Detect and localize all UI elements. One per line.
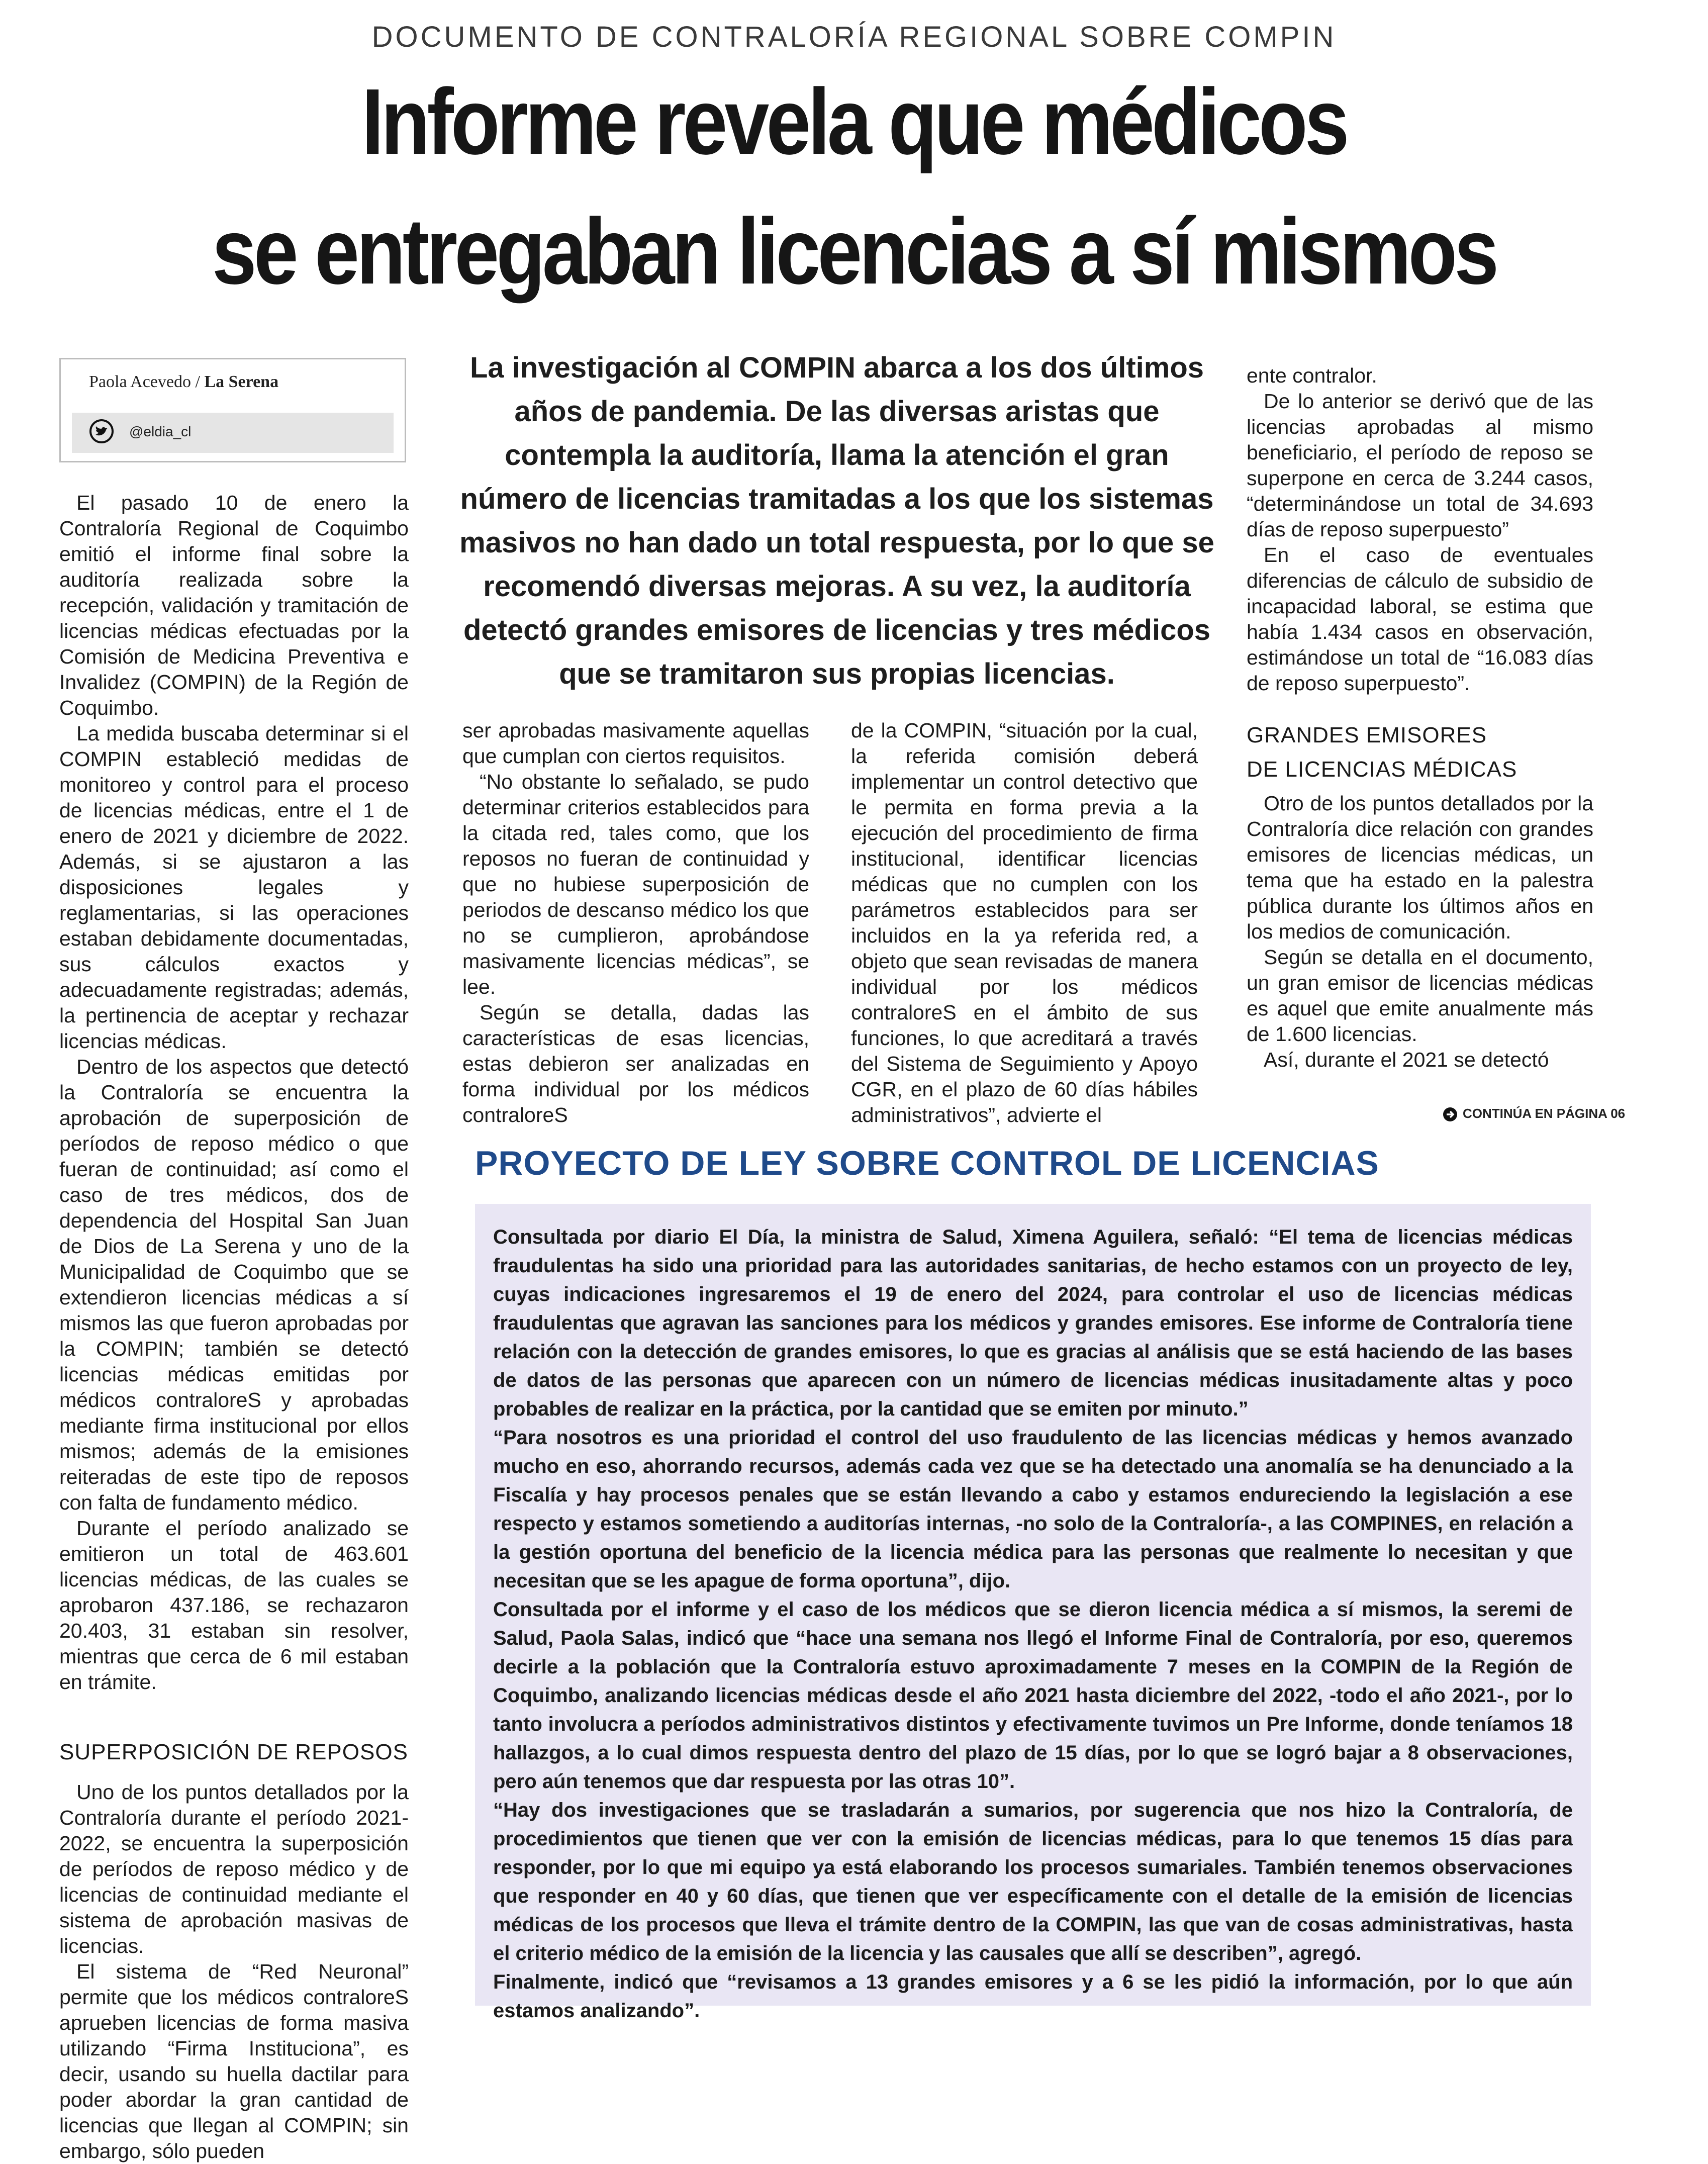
box-paragraph: “Para nosotros es una prioridad el control del uso fraudulento de las licencias médicas y hemos avanzado mucho en eso, ahorrando recursos, además cada vez que se ha detectado una anomalía se ha denunciado a la Fiscalía y hay procesos penales que se están llevando a cabo y estamos endureciendo la legislación a ese respecto y estamos sometiendo a auditorías internas, -no solo de la Contraloría-, a las COMPINES, en relación a la gestión oportuna del beneficio de la licencia médica para las personas que realmente lo necesitan y que necesitan que se les apague de forma oportuna”, dijo. [493,1427,1573,1592]
box-paragraph: Consultada por diario El Día, la ministra de Salud, Ximena Aguilera, señaló: “El tema de licencias médicas fraudulentas ha sido una prioridad para las autoridades sanitarias, de hecho estamos con un proyecto de ley, cuyas indicaciones ingresaremos el 19 de enero del 2024, para controlar el uso de licencias médicas fraudulentas que agravan las sanciones para los médicos y grandes emisores. Ese informe de Contraloría tiene relación con la detección de grandes emisores, lo que es gracias al análisis que se está haciendo de las bases de datos de las personas que aparecen con un número de licencias médicas inusitadamente altas y poco probables de realizar en la práctica, por la cantidad que se emiten por minuto.” [493,1226,1573,1420]
column-2 [462,718,809,1128]
box-paragraph: “Hay dos investigaciones que se trasladarán a sumarios, por sugerencia que nos hizo la Contraloría, de procedimientos que tienen que ver con la emisión de licencias médicas, para lo que tenemos 15 días para responder, por lo que mi equipo ya está elaborando los procesos sumariales. También tenemos observaciones que responder en 40 y 60 días, que tienen que ver específicamente con el detalle de la emisión de licencias médicas de los procesos que lleva el trámite dentro de la COMPIN, las que van de cosas administrativas, hasta el criterio médico de la emisión de la licencia y las causales que allí se describen”, agregó. [493,1799,1573,1964]
col3-paragraph: de la COMPIN, “situación por la cual, la referida comisión deberá implementar un control detectivo que le permita en forma previa a la ejecución del procedimiento de firma institucional, identificar licencias médicas que no cumplen con los parámetros establecidos para ser incluidos en la ya referida red, a objeto que sean revisadas de manera individual por los médicos contraloreS en el ámbito de sus funciones, lo que acreditará a través del Sistema de Seguimiento y Apoyo CGR, en el plazo de 60 días hábiles administrativos”, advierte el [851,719,1198,1126]
twitter-icon[interactable] [89,419,114,444]
box-paragraph: Consultada por el informe y el caso de los médicos que se dieron licencia médica a sí mismos, la seremi de Salud, Paola Salas, indicó que “hace una semana nos llegó el Informe Final de Contraloría, por eso, queremos decirle a la población que la Contraloría estuvo aproximadamente 7 meses en la COMPIN de la Región de Coquimbo, analizando licencias médicas desde el año 2021 hasta diciembre del 2022, -todo el año 2021-, por lo tanto involucra a períodos administrativos distintos y efectivamente tuvimos un Pre Informe, donde teníamos 18 hallazgos, a lo cual dimos respuesta dentro del plazo de 15 días, por lo que se logró bajar a 8 observaciones, pero aún tenemos que dar respuesta por las otras 10”. [493,1598,1573,1793]
col2-paragraph: “No obstante lo señalado, se pudo determinar criterios establecidos para la citada red, tales como, que los reposos no fueran de continuidad y que no hubiese superposición de periodos de descanso médico los que no se cumplieron, aprobándose masivamente licencias médicas”, se lee. [462,770,809,998]
headline-line-1: Informe revela que médicos [361,70,1347,174]
col1-paragraph: El pasado 10 de enero la Contraloría Regional de Coquimbo emitió el informe final sobre la auditoría realizada sobre la recepción, validación y tramitación de licencias médicas efectuadas por la Comisión de Medicina Preventiva e Invalidez (COMPIN) de la Región de Coquimbo. [59,491,409,719]
col4-paragraph: Otro de los puntos detallados por la Contraloría dice relación con grandes emisores de licencias médicas, un tema que ha estado en la palestra pública durante los últimos años en los medios de comunicación. [1247,792,1593,943]
col4-paragraph: Así, durante el 2021 se detectó [1264,1048,1549,1071]
heading-line: GRANDES EMISORES [1247,723,1487,747]
box-paragraph: Finalmente, indicó que “revisamos a 13 grandes emisores y a 6 se les pidió la información, por lo que aún estamos analizando”. [493,1971,1573,2022]
section-heading-superposicion: SUPERPOSICIÓN DE REPOSOS [59,1740,408,1764]
col2-paragraph: ser aprobadas masivamente aquellas que cumplan con ciertos requisitos. [462,719,809,768]
col4-paragraph: Según se detalla en el documento, un gran emisor de licencias médicas es aquel que emite anualmente más de 1.600 licencias. [1247,946,1593,1046]
col4-paragraph: En el caso de eventuales diferencias de cálculo de subsidio de incapacidad laboral, se estima que había 1.434 casos en observación, estimándose un total de “16.083 días de reposo superpuesto”. [1247,543,1593,695]
continua-link[interactable] [1443,1106,1625,1122]
byline-location: La Serena [204,372,279,391]
arrow-right-circle-icon [1443,1107,1458,1122]
twitter-handle[interactable]: @eldia_cl [129,424,192,439]
col4-paragraph: ente contralor. [1247,364,1377,387]
col2-paragraph: Según se detalla, dadas las características de esas licencias, estas debieron ser analizadas en forma individual por los médicos contraloreS [462,1001,809,1126]
box-title: PROYECTO DE LEY SOBRE CONTROL DE LICENCIAS [475,1144,1379,1182]
continua-label: CONTINÚA EN PÁGINA 06 [1463,1106,1626,1121]
sidebar-box [475,1204,1591,2022]
social-bar [72,413,394,453]
col1-paragraph: Uno de los puntos detallados por la Contraloría durante el período 2021-2022, se encuentra la superposición de períodos de reposo médico y de licencias de continuidad mediante el sistema de aprobación masivas de licencias. [59,1780,409,1957]
headline-line-2: se entregaban licencias a sí mismos [212,200,1496,304]
column-3 [851,718,1198,1128]
byline [89,372,278,392]
heading-line: DE LICENCIAS MÉDICAS [1247,757,1517,782]
kicker: DOCUMENTO DE CONTRALORÍA REGIONAL SOBRE COMPIN [371,21,1337,53]
col1-paragraph: Dentro de los aspectos que detectó la Contraloría se encuentra la aprobación de superposición de períodos de reposo médico o que fueran de continuidad; así como el caso de tres médicos, dos de dependencia del Hospital San Juan de Dios de La Serena y uno de la Municipalidad de Coquimbo que se extendieron licencias médicas a sí mismos las que fueron aprobadas por la COMPIN; también se detectó licencias médicas emitidas por médicos contraloreS y aprobadas mediante firma institucional por ellos mismos; además de la emisiones reiteradas de este tipo de reposos con falta de fundamento médico. [59,1055,409,1514]
col1-paragraph: El sistema de “Red Neuronal” permite que los médicos contraloreS aprueben licencias de forma masiva utilizando “Firma Instituciona”, es decir, usando su huella dactilar para poder abordar la gran cantidad de licencias que llegan al COMPIN; sin embargo, sólo pueden [59,1960,409,2162]
byline-author: Paola Acevedo / [89,372,200,391]
column-1 [59,490,409,2164]
col1-paragraph: Durante el período analizado se emitieron un total de 463.601 licencias médicas, de las cuales se aprobaron 437.186, se rechazaron 20.403, 31 estaban sin resolver, mientras que cerca de 6 mil estaban en trámite. [59,1517,409,1693]
column-4 [1247,363,1593,1073]
section-heading-grandes-emisores [1247,718,1593,787]
byline-box [59,358,406,462]
col1-paragraph: La medida buscaba determinar si el COMPIN estableció medidas de monitoreo y control para el proceso de licencias médicas, entre el 1 de enero de 2021 y diciembre de 2022. Además, si se ajustaron a las disposiciones legales y reglamentarias, si las operaciones estaban debidamente documentadas, sus cálculos exactos y adecuadamente registradas; además, la pertinencia de aceptar y rechazar licencias médicas. [59,722,409,1053]
col4-paragraph: De lo anterior se derivó que de las licencias aprobadas al mismo beneficiario, el período de reposo se superpone en cerca de 3.244 casos, “determinándose un total de 34.693 días de reposo superpuesto” [1247,390,1593,541]
lede: La investigación al COMPIN abarca a los dos últimos años de pandemia. De las diversas aristas que contempla la auditoría, llama la atención el gran número de licencias tramitadas a los que los sistemas masivos no han dado un total respuesta, por lo que se recomendó diversas mejoras. A su vez, la auditoría detectó grandes emisores de licencias y tres médicos que se tramitaron sus propias licencias. [459,351,1214,690]
